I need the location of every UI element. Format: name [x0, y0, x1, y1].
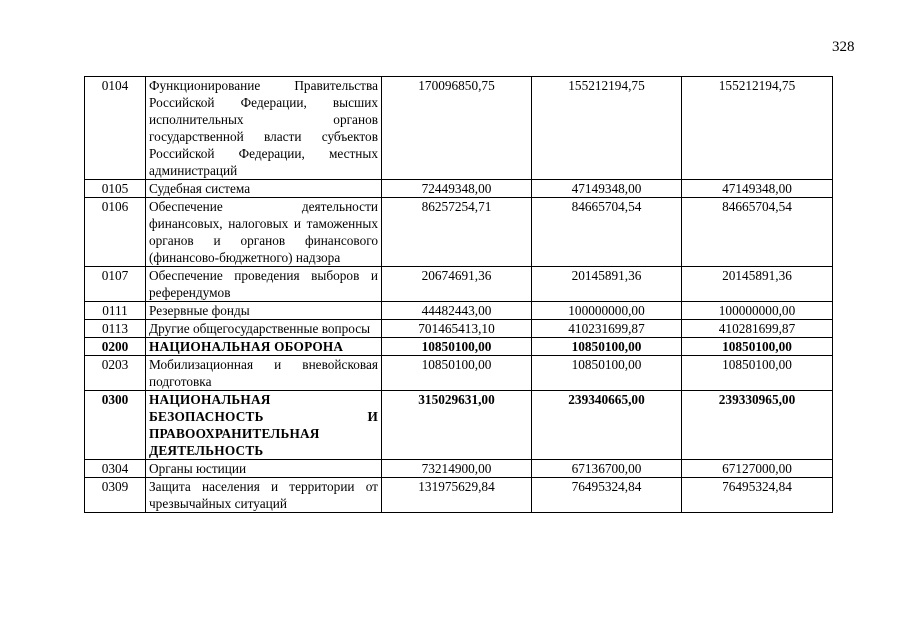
table-row: [85, 77, 833, 180]
amount-cell-1: 170096850,75: [382, 77, 532, 180]
section-name-cell: НАЦИОНАЛЬНАЯ ОБОРОНА: [146, 338, 382, 356]
amount-cell-2: 20145891,36: [532, 267, 682, 302]
table-row: [85, 356, 833, 391]
amount-cell-2: 10850100,00: [532, 338, 682, 356]
amount-cell-1: 10850100,00: [382, 356, 532, 391]
amount-cell-2: 10850100,00: [532, 356, 682, 391]
section-name-cell: Органы юстиции: [146, 460, 382, 478]
table-row: [85, 391, 833, 460]
amount-cell-2: 76495324,84: [532, 478, 682, 513]
section-name-cell: Обеспечение деятельности финансовых, налоговых и таможенных органов и органов финансового (финансово-бюджетного) надзора: [146, 198, 382, 267]
page-number: 328: [832, 39, 855, 55]
section-name-cell: Мобилизационная и вневойсковая подготовка: [146, 356, 382, 391]
section-name-cell: Функционирование Правительства Российской Федерации, высших исполнительных органов государственной власти субъектов Российской Федерации, местных администраций: [146, 77, 382, 180]
amount-cell-1: 44482443,00: [382, 302, 532, 320]
amount-cell-1: 701465413,10: [382, 320, 532, 338]
amount-cell-3: 76495324,84: [682, 478, 833, 513]
section-code-cell: 0304: [85, 460, 146, 478]
amount-cell-3: 410281699,87: [682, 320, 833, 338]
amount-cell-3: 20145891,36: [682, 267, 833, 302]
amount-cell-1: 315029631,00: [382, 391, 532, 460]
section-code-cell: 0200: [85, 338, 146, 356]
section-name-cell: Судебная система: [146, 180, 382, 198]
amount-cell-2: 100000000,00: [532, 302, 682, 320]
section-code-cell: 0309: [85, 478, 146, 513]
section-name-cell: Защита населения и территории от чрезвычайных ситуаций: [146, 478, 382, 513]
table-row: [85, 302, 833, 320]
amount-cell-3: 239330965,00: [682, 391, 833, 460]
section-code-cell: 0203: [85, 356, 146, 391]
amount-cell-3: 84665704,54: [682, 198, 833, 267]
amount-cell-2: 67136700,00: [532, 460, 682, 478]
amount-cell-1: 20674691,36: [382, 267, 532, 302]
section-code-cell: 0106: [85, 198, 146, 267]
amount-cell-1: 72449348,00: [382, 180, 532, 198]
table-row: [85, 320, 833, 338]
section-name-cell: Другие общегосударственные вопросы: [146, 320, 382, 338]
section-code-cell: 0105: [85, 180, 146, 198]
amount-cell-1: 10850100,00: [382, 338, 532, 356]
section-name-cell: Обеспечение проведения выборов и референдумов: [146, 267, 382, 302]
section-name-cell: Резервные фонды: [146, 302, 382, 320]
section-code-cell: 0300: [85, 391, 146, 460]
amount-cell-2: 239340665,00: [532, 391, 682, 460]
amount-cell-3: 100000000,00: [682, 302, 833, 320]
amount-cell-2: 410231699,87: [532, 320, 682, 338]
amount-cell-2: 155212194,75: [532, 77, 682, 180]
budget-table: [84, 76, 833, 513]
section-name-cell: НАЦИОНАЛЬНАЯ БЕЗОПАСНОСТЬ И ПРАВООХРАНИТЕЛЬНАЯ ДЕЯТЕЛЬНОСТЬ: [146, 391, 382, 460]
amount-cell-3: 10850100,00: [682, 338, 833, 356]
amount-cell-2: 84665704,54: [532, 198, 682, 267]
table-row: [85, 338, 833, 356]
table-row: [85, 478, 833, 513]
budget-table-body: [85, 77, 833, 513]
table-row: [85, 460, 833, 478]
section-code-cell: 0107: [85, 267, 146, 302]
amount-cell-2: 47149348,00: [532, 180, 682, 198]
amount-cell-1: 73214900,00: [382, 460, 532, 478]
section-code-cell: 0113: [85, 320, 146, 338]
amount-cell-3: 10850100,00: [682, 356, 833, 391]
amount-cell-3: 155212194,75: [682, 77, 833, 180]
amount-cell-3: 67127000,00: [682, 460, 833, 478]
table-row: [85, 267, 833, 302]
section-code-cell: 0104: [85, 77, 146, 180]
section-code-cell: 0111: [85, 302, 146, 320]
table-row: [85, 198, 833, 267]
table-row: [85, 180, 833, 198]
amount-cell-1: 86257254,71: [382, 198, 532, 267]
amount-cell-3: 47149348,00: [682, 180, 833, 198]
amount-cell-1: 131975629,84: [382, 478, 532, 513]
